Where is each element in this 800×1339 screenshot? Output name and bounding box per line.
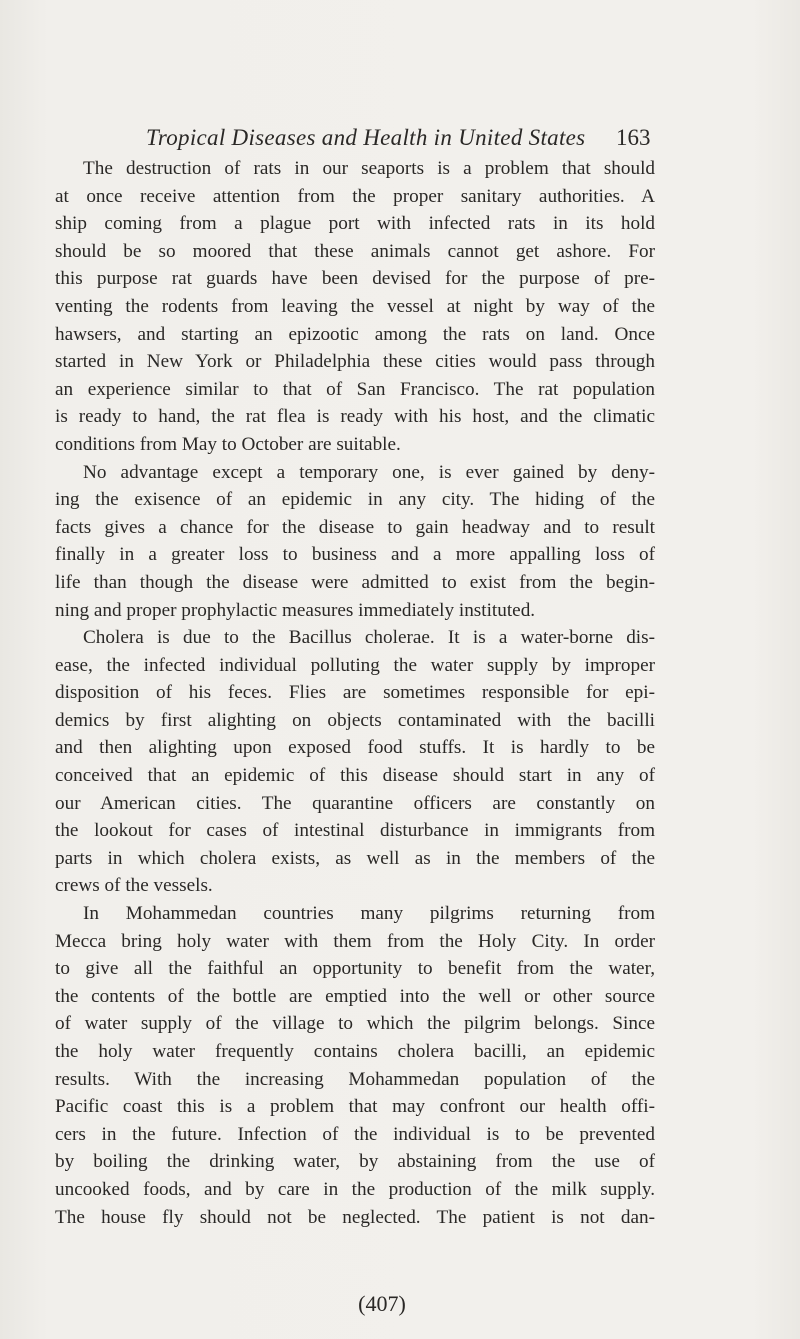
text-line: finally in a greater loss to business and a more appalling loss of (55, 544, 655, 566)
text-line: Pacific coast this is a problem that may confront our health offi- (55, 1096, 655, 1118)
text-line: by boiling the drinking water, by abstaining from the use of (55, 1151, 655, 1173)
text-line: Cholera is due to the Bacillus cholerae. It is a water-borne dis- (83, 627, 655, 649)
text-line: the holy water frequently contains cholera bacilli, an epidemic (55, 1041, 655, 1062)
text-line: hawsers, and starting an epizootic among the rats on land. Once (55, 323, 655, 345)
text-line: ning and proper prophylactic measures immediately instituted. (55, 599, 536, 621)
text-line: parts in which cholera exists, as well as in the members of the (55, 847, 655, 869)
text-line: In Mohammedan countries many pilgrims returning from (83, 903, 655, 925)
text-line: venting the rodents from leaving the vessel at night by way of the (55, 295, 655, 317)
text-line: conceived that an epidemic of this disease should start in any of (55, 765, 655, 787)
text-line: uncooked foods, and by care in the production of the milk supply. (55, 1178, 655, 1200)
text-line: demics by first alighting on objects contaminated with the bacilli (55, 709, 655, 731)
folio-number: (407) (358, 1291, 406, 1316)
body-text (55, 155, 655, 1231)
text-line: should be so moored that these animals cannot get ashore. For (55, 240, 655, 262)
text-line: of water supply of the village to which the pilgrim belongs. Since (55, 1013, 655, 1035)
text-line: an experience similar to that of San Francisco. The rat population (55, 378, 655, 400)
folio (0, 1290, 800, 1318)
text-line: the lookout for cases of intestinal disturbance in immigrants from (55, 820, 655, 842)
text-line: No advantage except a temporary one, is ever gained by deny- (83, 461, 655, 483)
text-line: disposition of his feces. Flies are sometimes responsible for epi- (55, 682, 655, 704)
text-line: Mecca bring holy water with them from the Holy City. In order (55, 930, 655, 952)
text-line: life than though the disease were admitted to exist from the begin- (55, 571, 655, 593)
page-number: 163 (616, 125, 651, 150)
text-line: started in New York or Philadelphia these cities would pass through (55, 351, 655, 373)
running-head: Tropical Diseases and Health in United States (146, 125, 586, 150)
text-line: to give all the faithful an opportunity to benefit from the water, (55, 958, 655, 980)
text-line: our American cities. The quarantine officers are constantly on (55, 792, 655, 814)
text-line: results. With the increasing Mohammedan population of the (55, 1068, 655, 1090)
text-line: conditions from May to October are suitable. (55, 433, 401, 455)
text-line: ship coming from a plague port with infected rats in its hold (55, 213, 655, 235)
text-line: this purpose rat guards have been devised for the purpose of pre- (55, 268, 655, 290)
text-line: The house fly should not be neglected. The patient is not dan- (55, 1206, 655, 1228)
text-line: ing the exisence of an epidemic in any city. The hiding of the (55, 489, 655, 511)
text-line: cers in the future. Infection of the individual is to be prevented (55, 1123, 655, 1145)
text-line: crews of the vessels. (55, 875, 213, 897)
text-line: is ready to hand, the rat flea is ready with his host, and the climatic (55, 406, 655, 428)
text-line: ease, the infected individual polluting the water supply by improper (55, 654, 655, 676)
text-line: the contents of the bottle are emptied into the well or other source (55, 985, 655, 1007)
text-line: and then alighting upon exposed food stuffs. It is hardly to be (55, 737, 655, 759)
text-line: The destruction of rats in our seaports is a problem that should (83, 158, 655, 179)
text-line: facts gives a chance for the disease to gain headway and to result (55, 516, 655, 538)
text-line: at once receive attention from the proper sanitary authorities. A (55, 185, 655, 207)
